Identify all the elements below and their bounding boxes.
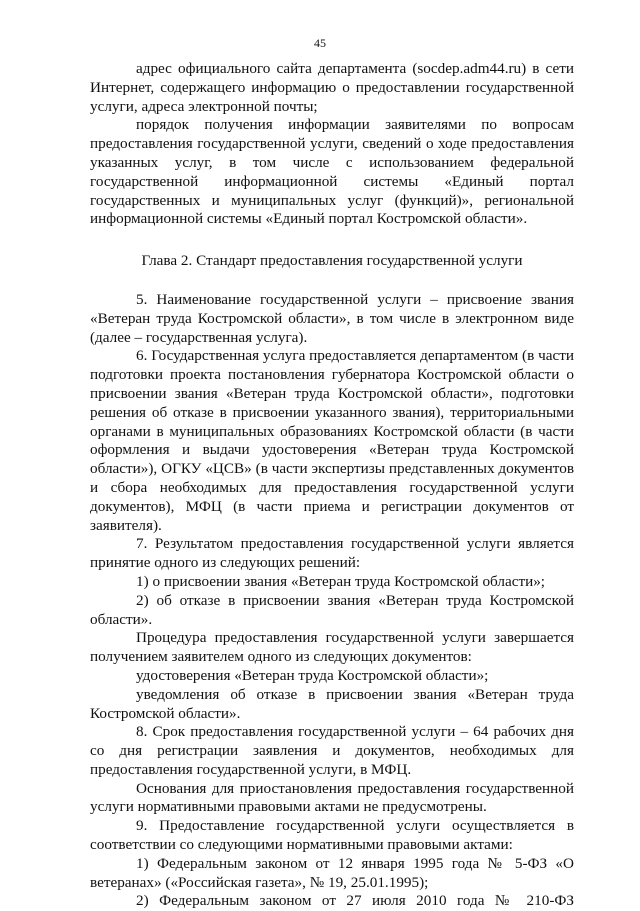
document-item-refusal-notice: уведомления об отказе в присвоении звания «Ветеран труда Костромской области».: [90, 685, 574, 722]
paragraph-8-term: 8. Срок предоставления государственной услуги – 64 рабочих дня со дня регистрации заявления и документов, необходимых для предоставления государственной услуги, в МФЦ.: [90, 723, 574, 778]
paragraph-info-procedure: порядок получения информации заявителями по вопросам предоставления государственной услуги, сведений о ходе предоставления указанных услуг, в том числе с использованием федеральной государственной информационной системы «Единый портал государственных и муниципальных услуг (функций)», региональной информационной системы «Единый портал Костромской области».: [90, 116, 574, 228]
paragraph-5-service-name: 5. Наименование государственной услуги – присвоение звания «Ветеран труда Костромской области», в том числе в электронном виде (далее – государственная услуга).: [90, 290, 574, 346]
paragraph-website-address: адрес официального сайта департамента (socdep.adm44.ru) в сети Интернет, содержащего информацию о предоставлении государственной услуги, адреса электронной почты;: [90, 60, 574, 115]
result-item-1: 1) о присвоении звания «Ветеран труда Костромской области»;: [136, 572, 546, 590]
document-body: [90, 60, 574, 911]
legal-act-item-2: 2) Федеральным законом от 27 июля 2010 года № 210-ФЗ: [136, 892, 574, 910]
paragraph-9-legal-acts: 9. Предоставление государственной услуги осуществляется в соответствии со следующими нормативными правовыми актами:: [90, 817, 574, 854]
document-item-certificate: удостоверения «Ветеран труда Костромской области»;: [136, 666, 489, 684]
paragraph-procedure-completion: Процедура предоставления государственной услуги завершается получением заявителем одного из следующих документов:: [90, 629, 574, 666]
legal-act-item-1: 1) Федеральным законом от 12 января 1995 года № 5-ФЗ «О ветеранах» («Российская газета», № 19, 25.01.1995);: [90, 854, 574, 891]
paragraph-7-result: 7. Результатом предоставления государственной услуги является принятие одного из следующих решений:: [90, 535, 574, 572]
chapter-heading: Глава 2. Стандарт предоставления государственной услуги: [141, 252, 523, 270]
page-number: 45: [314, 36, 326, 50]
paragraph-suspension-grounds: Основания для приостановления предоставления государственной услуги нормативными правовыми актами не предусмотрены.: [90, 779, 574, 816]
paragraph-6-service-provider: 6. Государственная услуга предоставляется департаментом (в части подготовки проекта постановления губернатора Костромской области о присвоении звания «Ветеран труда Костромской области», подготовки решения об отказе в присвоении указанного звания), территориальными органами в муниципальных образованиях Костромской области (в части оформления и выдачи удостоверения «Ветеран труда Костромской области»), ОГКУ «ЦСВ» (в части экспертизы представленных документов и сбора необходимых для предоставления государственной услуги документов), МФЦ (в части приема и регистрации документов от заявителя).: [90, 347, 574, 534]
result-item-2: 2) об отказе в присвоении звания «Ветеран труда Костромской области».: [90, 591, 574, 628]
